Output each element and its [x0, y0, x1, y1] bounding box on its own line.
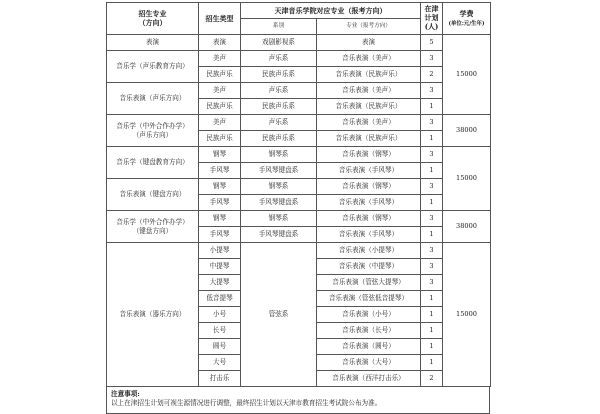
dept-cell: 民族声乐系	[241, 131, 317, 147]
major-cell-line2: （键盘方向）	[132, 226, 173, 235]
col-spec-header: 专业（报考方向）	[317, 19, 421, 35]
spec-cell: 音乐表演（美声）	[317, 51, 421, 67]
type-cell: 民族声乐	[199, 131, 241, 147]
table-row	[107, 35, 491, 51]
major-cell	[107, 115, 199, 147]
type-cell: 长号	[199, 323, 241, 339]
col-fee-header	[443, 3, 491, 35]
type-cell: 美声	[199, 51, 241, 67]
enrollment-plan-table	[106, 2, 491, 387]
major-cell: 音乐表演（键盘方向）	[107, 179, 199, 211]
fee-cell: 15000	[443, 243, 491, 387]
spec-cell: 音乐表演（小提琴）	[317, 243, 421, 259]
major-cell: 音乐学（键盘教育方向）	[107, 147, 199, 179]
plan-cell: 3	[421, 147, 443, 163]
fee-cell: 15000	[443, 147, 491, 211]
dept-cell: 手风琴键盘系	[241, 227, 317, 243]
plan-cell: 1	[421, 195, 443, 211]
header-row-1	[107, 3, 491, 19]
plan-cell: 1	[421, 163, 443, 179]
col-fee-header-unit: (单位:元/生年)	[448, 20, 485, 27]
major-cell-line1: 音乐学（中外合作办学）	[116, 122, 189, 131]
plan-cell: 1	[421, 355, 443, 371]
major-cell: 音乐学（声乐教育方向）	[107, 51, 199, 83]
type-cell: 小提琴	[199, 243, 241, 259]
col-major-header-line2: （方向）	[138, 17, 167, 27]
plan-cell: 3	[421, 259, 443, 275]
type-cell: 民族声乐	[199, 99, 241, 115]
plan-cell: 3	[421, 243, 443, 259]
spec-cell: 音乐表演（手风琴）	[317, 227, 421, 243]
type-cell: 打击乐	[199, 371, 241, 387]
plan-cell: 3	[421, 275, 443, 291]
spec-cell: 音乐表演（钢琴）	[317, 179, 421, 195]
col-plan-header-line2: 计划	[424, 13, 439, 23]
fee-cell: 15000	[443, 35, 491, 115]
col-plan-header-line1: 在津	[424, 4, 439, 14]
fee-cell: 38000	[443, 211, 491, 243]
dept-cell: 手风琴键盘系	[241, 163, 317, 179]
type-cell: 圆号	[199, 339, 241, 355]
plan-cell: 1	[421, 99, 443, 115]
spec-cell: 音乐表演（民族声乐）	[317, 99, 421, 115]
fee-cell: 38000	[443, 115, 491, 147]
col-plan-header	[421, 3, 443, 35]
dept-cell: 戏剧影视系	[241, 35, 317, 51]
plan-cell: 3	[421, 211, 443, 227]
col-major-header-line1: 招生专业	[138, 8, 167, 18]
major-cell	[107, 211, 199, 243]
notes-text: 以上在津招生计划可视生源情况进行调整，最终招生计划以天津市教育招生考试院公布为准。	[111, 398, 382, 407]
dept-cell: 民族声乐系	[241, 99, 317, 115]
enrollment-plan-sheet	[106, 2, 490, 407]
major-cell: 音乐表演（声乐方向）	[107, 83, 199, 115]
dept-cell: 民族声乐系	[241, 67, 317, 83]
plan-cell: 2	[421, 67, 443, 83]
type-cell: 美声	[199, 115, 241, 131]
spec-cell: 音乐表演（钢琴）	[317, 211, 421, 227]
plan-cell: 1	[421, 339, 443, 355]
plan-cell: 5	[421, 35, 443, 51]
type-cell: 钢琴	[199, 211, 241, 227]
type-cell: 钢琴	[199, 179, 241, 195]
table-row	[107, 147, 491, 163]
table-row	[107, 243, 491, 259]
plan-cell: 2	[421, 371, 443, 387]
table-row	[107, 115, 491, 131]
col-type-header: 招生类型	[199, 3, 241, 35]
plan-cell: 1	[421, 307, 443, 323]
col-plan-header-line3: (人)	[424, 21, 439, 31]
type-cell: 钢琴	[199, 147, 241, 163]
table-row	[107, 211, 491, 227]
spec-cell: 音乐表演（大号）	[317, 355, 421, 371]
plan-cell: 3	[421, 51, 443, 67]
col-dept-header: 系别	[241, 19, 317, 35]
plan-cell: 3	[421, 179, 443, 195]
type-cell: 低音提琴	[199, 291, 241, 307]
col-school-header: 天津音乐学院对应专业（报考方向）	[241, 3, 421, 19]
spec-cell: 表演	[317, 35, 421, 51]
plan-cell: 1	[421, 131, 443, 147]
type-cell: 大号	[199, 355, 241, 371]
type-cell: 中提琴	[199, 259, 241, 275]
dept-cell: 声乐系	[241, 115, 317, 131]
notes-box	[106, 387, 490, 414]
notes-title: 注意事项:	[111, 390, 140, 398]
dept-cell: 管弦系	[241, 243, 317, 387]
table-row	[107, 179, 491, 195]
spec-cell: 音乐表演（民族声乐）	[317, 67, 421, 83]
spec-cell: 音乐表演（长号）	[317, 323, 421, 339]
table-row	[107, 83, 491, 99]
type-cell: 小号	[199, 307, 241, 323]
spec-cell: 音乐表演（美声）	[317, 115, 421, 131]
plan-cell: 1	[421, 291, 443, 307]
plan-cell: 1	[421, 323, 443, 339]
spec-cell: 音乐表演（钢琴）	[317, 147, 421, 163]
dept-cell: 手风琴键盘系	[241, 195, 317, 211]
type-cell: 美声	[199, 83, 241, 99]
major-cell-line1: 音乐学（中外合作办学）	[116, 218, 189, 227]
table-row	[107, 51, 491, 67]
dept-cell: 声乐系	[241, 83, 317, 99]
type-cell: 手风琴	[199, 195, 241, 211]
spec-cell: 音乐表演（圆号）	[317, 339, 421, 355]
spec-cell: 音乐表演（手风琴）	[317, 195, 421, 211]
spec-cell: 音乐表演（西洋打击乐）	[317, 371, 421, 387]
type-cell: 大提琴	[199, 275, 241, 291]
major-cell-line2: （声乐方向）	[132, 130, 173, 139]
spec-cell: 音乐表演（管弦低音提琴）	[317, 291, 421, 307]
plan-cell: 1	[421, 227, 443, 243]
type-cell: 民族声乐	[199, 67, 241, 83]
type-cell: 手风琴	[199, 227, 241, 243]
type-cell: 表演	[199, 35, 241, 51]
major-cell: 表演	[107, 35, 199, 51]
spec-cell: 音乐表演（手风琴）	[317, 163, 421, 179]
dept-cell: 声乐系	[241, 51, 317, 67]
type-cell: 手风琴	[199, 163, 241, 179]
spec-cell: 音乐表演（中提琴）	[317, 259, 421, 275]
spec-cell: 音乐表演（小号）	[317, 307, 421, 323]
plan-cell: 3	[421, 83, 443, 99]
spec-cell: 音乐表演（管弦大提琴）	[317, 275, 421, 291]
col-fee-header-label: 学费	[459, 8, 474, 18]
spec-cell: 音乐表演（民族声乐）	[317, 131, 421, 147]
dept-cell: 钢琴系	[241, 211, 317, 227]
dept-cell: 钢琴系	[241, 179, 317, 195]
plan-cell: 3	[421, 115, 443, 131]
dept-cell: 钢琴系	[241, 147, 317, 163]
col-major-header	[107, 3, 199, 35]
major-cell: 音乐表演（器乐方向）	[107, 243, 199, 387]
spec-cell: 音乐表演（美声）	[317, 83, 421, 99]
